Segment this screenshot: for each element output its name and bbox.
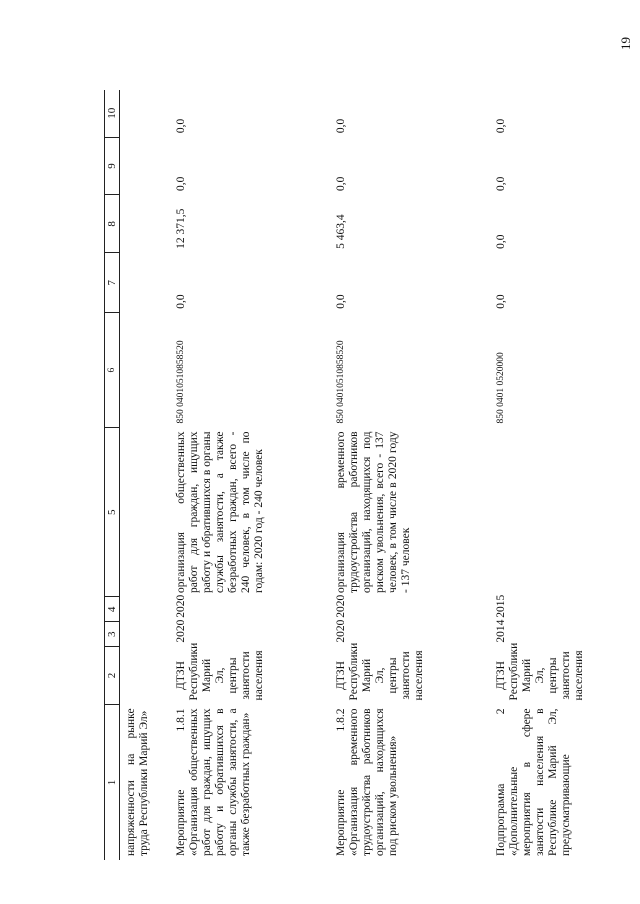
cell-value-10 <box>120 90 171 137</box>
rotated-page <box>104 90 632 860</box>
cell-budget-code <box>120 313 171 428</box>
header-col-8: 8 <box>105 195 120 253</box>
cell-value-9: 0,0 <box>175 176 187 191</box>
cell-start-year: 2020 <box>335 619 347 643</box>
header-col-3: 3 <box>105 622 120 647</box>
table-row <box>170 90 330 860</box>
cell-value-7: 0,0 <box>175 294 187 309</box>
header-col-9: 9 <box>105 137 120 195</box>
cell-executor: ДТЗН Республики Марий Эл, центры занятости населения <box>495 642 585 701</box>
cell-value-8: 0,0 <box>495 234 507 249</box>
header-row <box>105 90 120 860</box>
cell-end-year <box>120 597 171 622</box>
cell-executor: ДТЗН Республики Марий Эл, центры занятости населения <box>175 642 265 701</box>
cell-value-9 <box>120 137 171 195</box>
cell-budget-code: 850 04010510858520 <box>336 340 346 424</box>
cell-activity: Мероприятие 1.8.2 «Организация временного трудоустройства работников организаций, находящихся под риском увольнения» <box>335 708 399 856</box>
header-col-1: 1 <box>105 704 120 860</box>
cell-value-9: 0,0 <box>495 176 507 191</box>
cell-description <box>490 427 591 597</box>
cell-start-year: 2014 <box>495 619 507 643</box>
table-row <box>120 90 171 860</box>
cell-activity: Подпрограмма 2 «Дополнительные мероприятия в сфере занятости населения в Республике Марий Эл, предусматривающие <box>495 708 572 856</box>
cell-value-7: 0,0 <box>495 294 507 309</box>
cell-executor: ДТЗН Республики Марий Эл, центры занятости населения <box>335 642 425 701</box>
cell-value-8: 12 371,5 <box>175 208 187 249</box>
cell-end-year: 2015 <box>495 594 507 618</box>
cell-start-year: 2020 <box>175 619 187 643</box>
cell-activity: напряженности на рынке труда Республики Марий Эл» <box>125 708 150 856</box>
header-col-2: 2 <box>105 647 120 705</box>
cell-value-10: 0,0 <box>495 118 507 134</box>
header-col-6: 6 <box>105 313 120 428</box>
cell-description <box>120 427 171 597</box>
table-row <box>490 90 591 860</box>
cell-value-9: 0,0 <box>335 176 347 191</box>
page-number: 19 <box>618 37 633 50</box>
cell-value-7 <box>120 253 171 313</box>
cell-budget-code: 850 0401 0520000 <box>496 352 506 424</box>
cell-value-8 <box>120 195 171 253</box>
header-col-5: 5 <box>105 427 120 597</box>
cell-end-year: 2020 <box>175 594 187 618</box>
cell-activity: Мероприятие 1.8.1 «Организация общественных работ для граждан, ищущих работу и обратившихся в органы службы занятости, а также безработных граждан» <box>175 708 252 856</box>
cell-executor <box>120 647 171 705</box>
cell-budget-code: 850 04010510858520 <box>176 340 186 424</box>
cell-start-year <box>120 622 171 647</box>
table-row <box>330 90 490 860</box>
program-table <box>104 90 591 860</box>
header-col-4: 4 <box>105 597 120 622</box>
cell-value-10: 0,0 <box>175 118 187 134</box>
cell-value-8: 5 463,4 <box>335 214 347 249</box>
header-col-7: 7 <box>105 253 120 313</box>
cell-description: организация общественных работ для граждан, ищущих работу и обратившихся в органы службы занятости, а также безработных граждан, всего - 240 человек, в том числе по годам: 2020 год - 240 человек <box>175 431 265 593</box>
cell-value-7: 0,0 <box>335 294 347 309</box>
cell-value-10: 0,0 <box>335 118 347 134</box>
header-col-10: 10 <box>105 90 120 137</box>
cell-description: организация временного трудоустройства работников организаций, находящихся под риском увольнения, всего - 137 человек, в том числе в 2020 году - 137 человек <box>335 431 412 593</box>
cell-end-year: 2020 <box>335 594 347 618</box>
